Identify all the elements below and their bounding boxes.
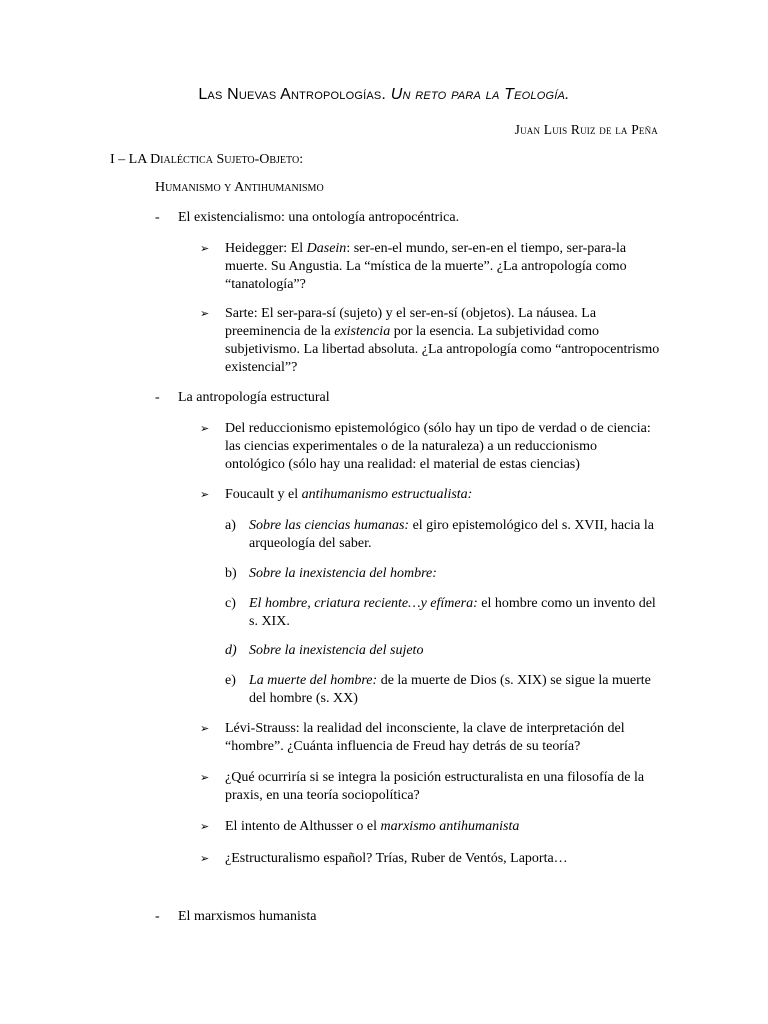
sub-marker: a) (225, 518, 236, 533)
bullet-text: Heidegger: El Dasein: ser-en-el mundo, ser-en-en el tiempo, ser-para-la muerte. Su Angustia. La “mística de la muerte”. ¿La antropología como “tanatología”? (225, 241, 627, 292)
author-name: Juan Luis Ruiz de la Peña (514, 122, 658, 137)
title-main: Las Nuevas Antropologías. (198, 86, 387, 103)
sub-item-b (225, 565, 660, 583)
bullet-reduccionismo (200, 420, 660, 474)
sub-item-d (225, 642, 660, 660)
bullet-text: El intento de Althusser o el marxismo antihumanista (225, 819, 520, 834)
bullet-text: Sarte: El ser-para-sí (sujeto) y el ser-en-sí (objetos). La náusea. La preeminencia de la existencia por la esencia. La subjetividad como subjetivismo. La libertad absoluta. ¿La antropología como “antropocentrismo existencial”? (225, 306, 660, 375)
arrow-bullet-icon: ➢ (200, 422, 210, 435)
bullet-althusser (200, 818, 660, 836)
bullet-text: Del reduccionismo epistemológico (sólo hay un tipo de verdad o de ciencia: las ciencias experimentales o de la naturaleza) a un reduccionismo ontológico (sólo hay una realidad: el material de estas ciencias) (225, 421, 651, 472)
dash-mark: - (155, 390, 160, 405)
sub-marker: d) (225, 643, 237, 658)
arrow-bullet-icon: ➢ (200, 488, 210, 501)
dash-item-existencialismo (155, 209, 459, 227)
arrow-bullet-icon: ➢ (200, 852, 210, 865)
dash-mark: - (155, 909, 160, 924)
dash-text: El marxismos humanista (178, 909, 317, 924)
dash-item-marxismos-humanista (155, 908, 316, 926)
arrow-bullet-icon: ➢ (200, 242, 210, 255)
sub-text: El hombre, criatura reciente…y efímera: el hombre como un invento del s. XIX. (249, 596, 656, 629)
bullet-text: Foucault y el antihumanismo estructualista: (225, 487, 473, 502)
sub-text: Sobre la inexistencia del sujeto (249, 643, 424, 658)
bullet-sartre (200, 305, 660, 377)
arrow-bullet-icon: ➢ (200, 771, 210, 784)
bullet-praxis (200, 769, 660, 805)
sub-marker: c) (225, 596, 236, 611)
title-subtitle: Un reto para la Teología. (390, 86, 570, 103)
sub-text: Sobre la inexistencia del hombre: (249, 566, 437, 581)
bullet-estructuralismo-espanol (200, 850, 660, 868)
sub-text: Sobre las ciencias humanas: el giro epistemológico del s. XVII, hacia la arqueología del saber. (249, 518, 655, 551)
dash-text: La antropología estructural (178, 390, 330, 405)
document-title (0, 86, 768, 104)
sub-marker: e) (225, 673, 236, 688)
dash-item-antropologia-estructural (155, 389, 330, 407)
dash-text: El existencialismo: una ontología antropocéntrica. (178, 210, 460, 225)
bullet-text: Lévi-Strauss: la realidad del inconsciente, la clave de interpretación del “hombre”. ¿Cuánta influencia de Freud hay detrás de su teoría? (225, 721, 625, 754)
sub-item-e (225, 672, 660, 708)
arrow-bullet-icon: ➢ (200, 307, 210, 320)
sub-item-a (225, 517, 660, 553)
arrow-bullet-icon: ➢ (200, 820, 210, 833)
section-prefix: I – LA (110, 152, 147, 167)
arrow-bullet-icon: ➢ (200, 722, 210, 735)
section-name: Dialéctica Sujeto-Objeto: (150, 152, 304, 167)
bullet-text: ¿Qué ocurriría si se integra la posición estructuralista en una filosofía de la praxis, en una teoría sociopolítica? (225, 770, 645, 803)
bullet-text: ¿Estructuralismo español? Trías, Ruber de Ventós, Laporta… (225, 851, 568, 866)
dash-mark: - (155, 210, 160, 225)
sub-marker: b) (225, 566, 237, 581)
bullet-foucault (200, 486, 660, 504)
sub-item-c (225, 595, 660, 631)
sub-text: La muerte del hombre: de la muerte de Dios (s. XIX) se sigue la muerte del hombre (s. XX) (249, 673, 651, 706)
bullet-heidegger (200, 240, 660, 294)
section-heading (110, 152, 303, 168)
bullet-levi-strauss (200, 720, 660, 756)
subsection-heading: Humanismo y Antihumanismo (155, 180, 324, 195)
